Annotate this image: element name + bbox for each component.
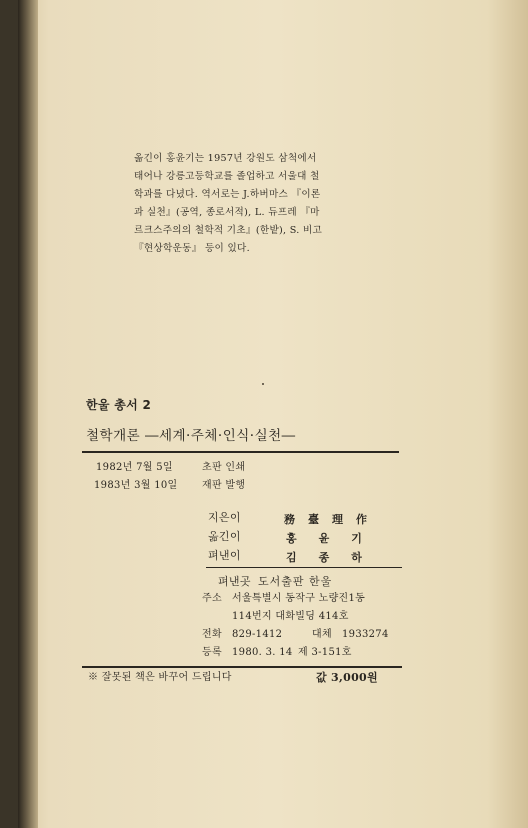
publisher-name: 도서출판 한울 xyxy=(258,575,333,588)
ink-speck xyxy=(262,383,264,385)
credit-role: 지은이 xyxy=(208,511,241,524)
credit-role: 옮긴이 xyxy=(208,530,241,543)
registration-label: 등록 xyxy=(202,647,222,658)
exchange-notice: ※ 잘못된 책은 바꾸어 드립니다 xyxy=(88,672,232,683)
phone-label: 전화 xyxy=(202,629,222,640)
series-name: 한울 총서 2 xyxy=(86,398,152,412)
bio-line: 학과를 다녔다. 역서로는 J.하버마스 『이론 xyxy=(134,189,321,200)
price: 값 3,000원 xyxy=(316,671,378,684)
bio-line: 르크스주의의 철학적 기초』(한밭), S. 비고 xyxy=(134,225,323,236)
address-line: 서울특별시 동작구 노량진1동 xyxy=(232,593,366,604)
edition-label: 재판 발행 xyxy=(202,480,246,491)
exchange-label: 대체 xyxy=(312,629,332,640)
phone-number: 829-1412 xyxy=(232,629,283,640)
bio-line: 과 실천』(공역, 종로서적), L. 듀프레 『마 xyxy=(134,207,320,218)
credit-role: 펴낸이 xyxy=(208,549,241,562)
credit-name: 김종하 xyxy=(286,551,384,564)
registration-date: 1980. 3. 14 xyxy=(232,647,293,658)
bio-line: 옮긴이 홍윤기는 1957년 강원도 삼척에서 xyxy=(134,153,317,164)
credit-name: 務臺理作 xyxy=(284,513,380,526)
exchange-number: 1933274 xyxy=(342,629,389,640)
bio-line: 태어나 강릉고등학교를 졸업하고 서울대 철 xyxy=(134,171,320,182)
bio-line: 『현상학운동』 등이 있다. xyxy=(134,243,250,254)
footer-rule xyxy=(82,666,402,668)
address-label: 주소 xyxy=(202,593,222,604)
book-title: 철학개론 ―세계·주체·인식·실천― xyxy=(86,428,296,444)
publisher-label: 펴낸곳 xyxy=(218,575,251,588)
book-spine xyxy=(18,0,38,828)
edition-label: 초판 인쇄 xyxy=(202,462,246,473)
credits-rule xyxy=(206,567,402,568)
edition-date: 1982년 7월 5일 xyxy=(96,462,173,473)
edition-date: 1983년 3월 10일 xyxy=(94,480,178,491)
credit-name: 홍윤기 xyxy=(286,532,384,545)
title-rule xyxy=(82,451,399,453)
colophon-page xyxy=(18,0,528,828)
address-line: 114번지 대화빌딩 414호 xyxy=(232,611,349,622)
registration-number: 제 3-151호 xyxy=(298,647,352,658)
